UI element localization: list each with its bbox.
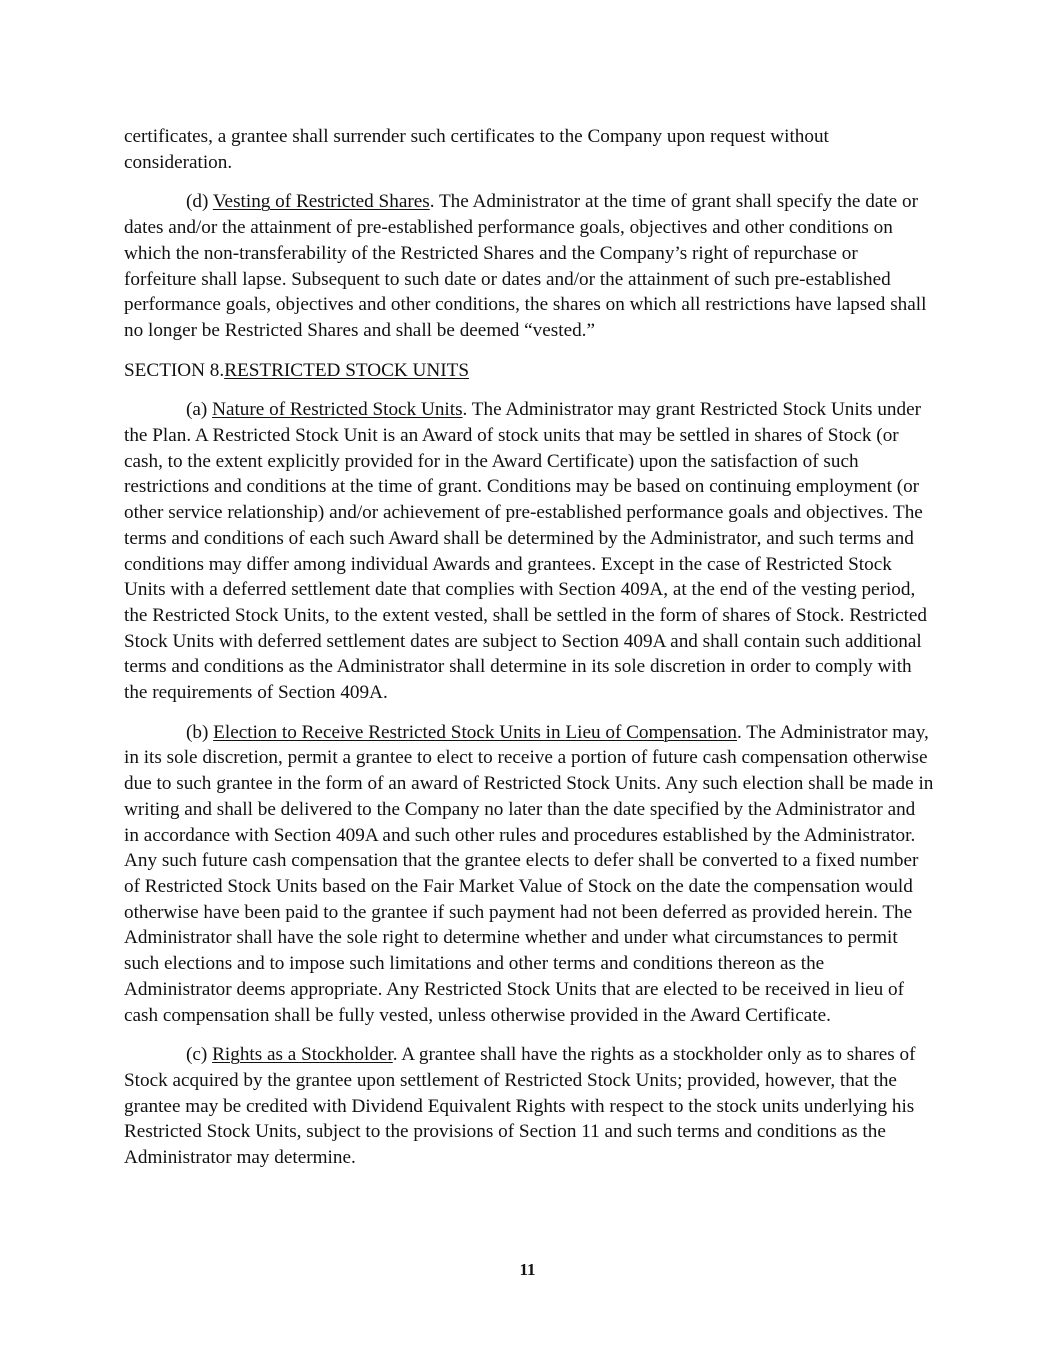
paragraph-heading: Vesting of Restricted Shares <box>212 191 430 213</box>
section-number: SECTION 8. <box>124 359 225 381</box>
paragraph-heading: Election to Receive Restricted Stock Units in Lieu of Compensation <box>213 721 737 743</box>
paragraph-label: (c) <box>186 1044 213 1066</box>
paragraph-election-in-lieu-of-compensation <box>124 720 934 1028</box>
continuation-text: certificates, a grantee shall surrender such certificates to the Company upon request without consideration. <box>124 126 829 173</box>
paragraph-heading: Rights as a Stockholder <box>212 1044 393 1066</box>
section-title: RESTRICTED STOCK UNITS <box>224 359 470 381</box>
paragraph-vesting-of-restricted-shares <box>124 189 934 343</box>
continuation-paragraph <box>124 124 934 175</box>
paragraph-label: (b) <box>186 721 214 743</box>
paragraph-heading: Nature of Restricted Stock Units <box>212 399 463 421</box>
paragraph-nature-of-restricted-stock-units <box>124 397 934 705</box>
paragraph-rights-as-a-stockholder <box>124 1042 934 1171</box>
section-heading <box>124 358 934 384</box>
paragraph-body: . The Administrator may grant Restricted Stock Units under the Plan. A Restricted Stock Unit is an Award of stock units that may be settled in shares of Stock (or cash, to the extent explicitly provided for in the Award Certificate) upon the satisfaction of such restrictions and conditions at the time of grant. Conditions may be based on continuing employment (or other service relationship) and/or achievement of pre-established performance goals and objectives. The terms and conditions of each such Award shall be determined by the Administrator, and such terms and conditions may differ among individual Awards and grantees. Except in the case of Restricted Stock Units with a deferred settlement date that complies with Section 409A, at the end of the vesting period, the Restricted Stock Units, to the extent vested, shall be settled in the form of shares of Stock. Restricted Stock Units with deferred settlement dates are subject to Section 409A and shall contain such additional terms and conditions as the Administrator shall determine in its sole discretion in order to comply with the requirements of Section 409A. <box>124 399 928 704</box>
paragraph-label: (d) <box>186 191 213 213</box>
document-page <box>124 124 934 1185</box>
paragraph-body: . A grantee shall have the rights as a stockholder only as to shares of Stock acquired by the grantee upon settlement of Restricted Stock Units; provided, however, that the grantee may be credited with Dividend Equivalent Rights with respect to the stock units underlying his Restricted Stock Units, subject to the provisions of Section 11 and such terms and conditions as the Administrator may determine. <box>124 1044 916 1169</box>
paragraph-label: (a) <box>186 399 213 421</box>
paragraph-body: . The Administrator at the time of grant shall specify the date or dates and/or the attainment of pre-established performance goals, objectives and other conditions on which the non-transferability of the Restricted Shares and the Company’s right of repurchase or forfeiture shall lapse. Subsequent to such date or dates and/or the attainment of such pre-established performance goals, objectives and other conditions, the shares on which all restrictions have lapsed shall no longer be Restricted Shares and shall be deemed “vested.” <box>124 191 927 341</box>
paragraph-body: . The Administrator may, in its sole discretion, permit a grantee to elect to receive a portion of future cash compensation otherwise due to such grantee in the form of an award of Restricted Stock Units. Any such election shall be made in writing and shall be delivered to the Company no later than the date specified by the Administrator and in accordance with Section 409A and such other rules and procedures established by the Administrator. Any such future cash compensation that the grantee elects to defer shall be converted to a fixed number of Restricted Stock Units based on the Fair Market Value of Stock on the date the compensation would otherwise have been paid to the grantee if such payment had not been deferred as provided herein. The Administrator shall have the sole right to determine whether and under what circumstances to permit such elections and to impose such limitations and other terms and conditions thereon as the Administrator deems appropriate. Any Restricted Stock Units that are elected to be received in lieu of cash compensation shall be fully vested, unless otherwise provided in the Award Certificate. <box>124 721 934 1026</box>
page-number: 11 <box>519 1260 536 1279</box>
